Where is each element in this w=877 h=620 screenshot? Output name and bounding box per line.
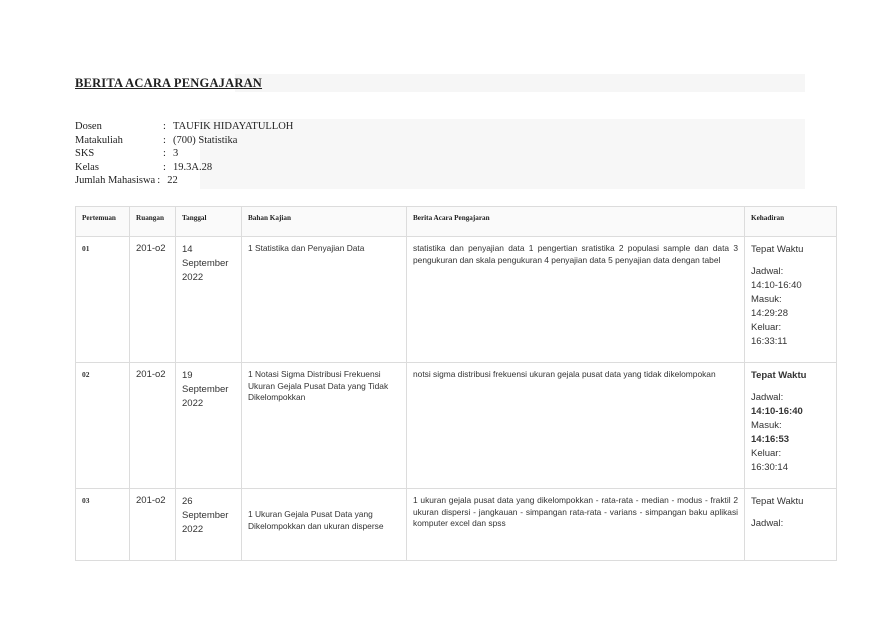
attendance-status: Tepat Waktu	[751, 370, 807, 381]
col-header-berita-acara: Berita Acara Pengajaran	[407, 207, 745, 237]
cell-bahan-kajian: 1 Ukuran Gejala Pusat Data yang Dikelompokkan dan ukuran disperse	[242, 489, 407, 561]
info-label: Kelas	[75, 161, 99, 173]
table-row	[76, 237, 837, 363]
info-row-sks	[75, 147, 293, 161]
cell-berita-acara: notsi sigma distribusi frekuensi ukuran gejala pusat data yang tidak dikelompokan	[407, 363, 745, 489]
col-header-ruangan: Ruangan	[130, 207, 176, 237]
checkin-time: 14:29:28	[751, 308, 788, 319]
cell-tanggal: 19 September 2022	[176, 363, 242, 489]
attendance-status: Tepat Waktu	[751, 244, 804, 255]
course-info	[75, 120, 293, 188]
attendance-status: Tepat Waktu	[751, 496, 804, 507]
info-value: 3	[173, 148, 179, 159]
page-title: BERITA ACARA PENGAJARAN	[75, 76, 263, 90]
info-value: (700) Statistika	[173, 134, 238, 146]
cell-kehadiran	[745, 363, 837, 489]
cell-kehadiran	[745, 237, 837, 363]
col-header-pertemuan: Pertemuan	[76, 207, 130, 237]
checkout-time: 16:30:14	[751, 462, 788, 473]
schedule-time: 14:10-16:40	[751, 280, 802, 291]
info-label: SKS	[75, 148, 95, 159]
schedule-label: Jadwal:	[751, 518, 784, 529]
cell-bahan-kajian: 1 Statistika dan Penyajian Data	[242, 237, 407, 363]
cell-ruangan: 201-o2	[130, 237, 176, 363]
info-colon: :	[163, 121, 166, 132]
checkin-time: 14:16:53	[751, 434, 790, 445]
info-row-jumlah-mahasiswa	[75, 174, 293, 188]
info-row-matakuliah	[75, 134, 293, 148]
checkin-label: Masuk:	[751, 420, 782, 431]
schedule-time: 14:10-16:40	[751, 406, 803, 417]
col-header-tanggal: Tanggal	[176, 207, 242, 237]
checkout-label: Keluar:	[751, 322, 782, 333]
info-row-dosen	[75, 120, 293, 134]
col-header-kehadiran: Kehadiran	[745, 207, 837, 237]
cell-kehadiran	[745, 489, 837, 561]
cell-pertemuan: 03	[76, 489, 130, 561]
schedule-label: Jadwal:	[751, 266, 784, 277]
teaching-record-table	[75, 206, 837, 561]
cell-bahan-kajian: 1 Notasi Sigma Distribusi Frekuensi Ukuran Gejala Pusat Data yang Tidak Dikelompokkan	[242, 363, 407, 489]
info-row-kelas	[75, 161, 293, 175]
checkin-label: Masuk:	[751, 294, 782, 305]
info-value: 22	[167, 175, 178, 186]
info-label: Jumlah Mahasiswa	[75, 175, 156, 186]
title-highlight-band	[235, 74, 805, 92]
col-header-bahan-kajian: Bahan Kajian	[242, 207, 407, 237]
cell-pertemuan: 01	[76, 237, 130, 363]
cell-berita-acara: 1 ukuran gejala pusat data yang dikelompokkan - rata-rata - median - modus - fraktil 2 ukuran dispersi - jangkauan - simpangan rata-rata - varians - simpangan baku aplikasi komputer excel dan spss	[407, 489, 745, 561]
info-colon: :	[163, 134, 166, 146]
cell-berita-acara: statistika dan penyajian data 1 pengertian sratistika 2 populasi sample dan data 3 pengukuran dan skala pengukuran 4 penyajian data 5 penyajian data dengan tabel	[407, 237, 745, 363]
info-colon: :	[157, 175, 161, 186]
info-colon: :	[163, 148, 166, 159]
cell-ruangan: 201-o2	[130, 363, 176, 489]
info-value: TAUFIK HIDAYATULLOH	[173, 121, 294, 132]
cell-tanggal: 26 September 2022	[176, 489, 242, 561]
cell-pertemuan: 02	[76, 363, 130, 489]
checkout-time: 16:33:11	[751, 336, 788, 347]
info-label: Matakuliah	[75, 134, 123, 146]
cell-tanggal: 14 September 2022	[176, 237, 242, 363]
info-value: 19.3A.28	[173, 161, 213, 173]
info-colon: :	[163, 161, 166, 173]
table-row	[76, 489, 837, 561]
cell-ruangan: 201-o2	[130, 489, 176, 561]
checkout-label: Keluar:	[751, 448, 782, 459]
info-label: Dosen	[75, 121, 102, 132]
table-header-row	[76, 207, 837, 237]
schedule-label: Jadwal:	[751, 392, 784, 403]
table-row	[76, 363, 837, 489]
